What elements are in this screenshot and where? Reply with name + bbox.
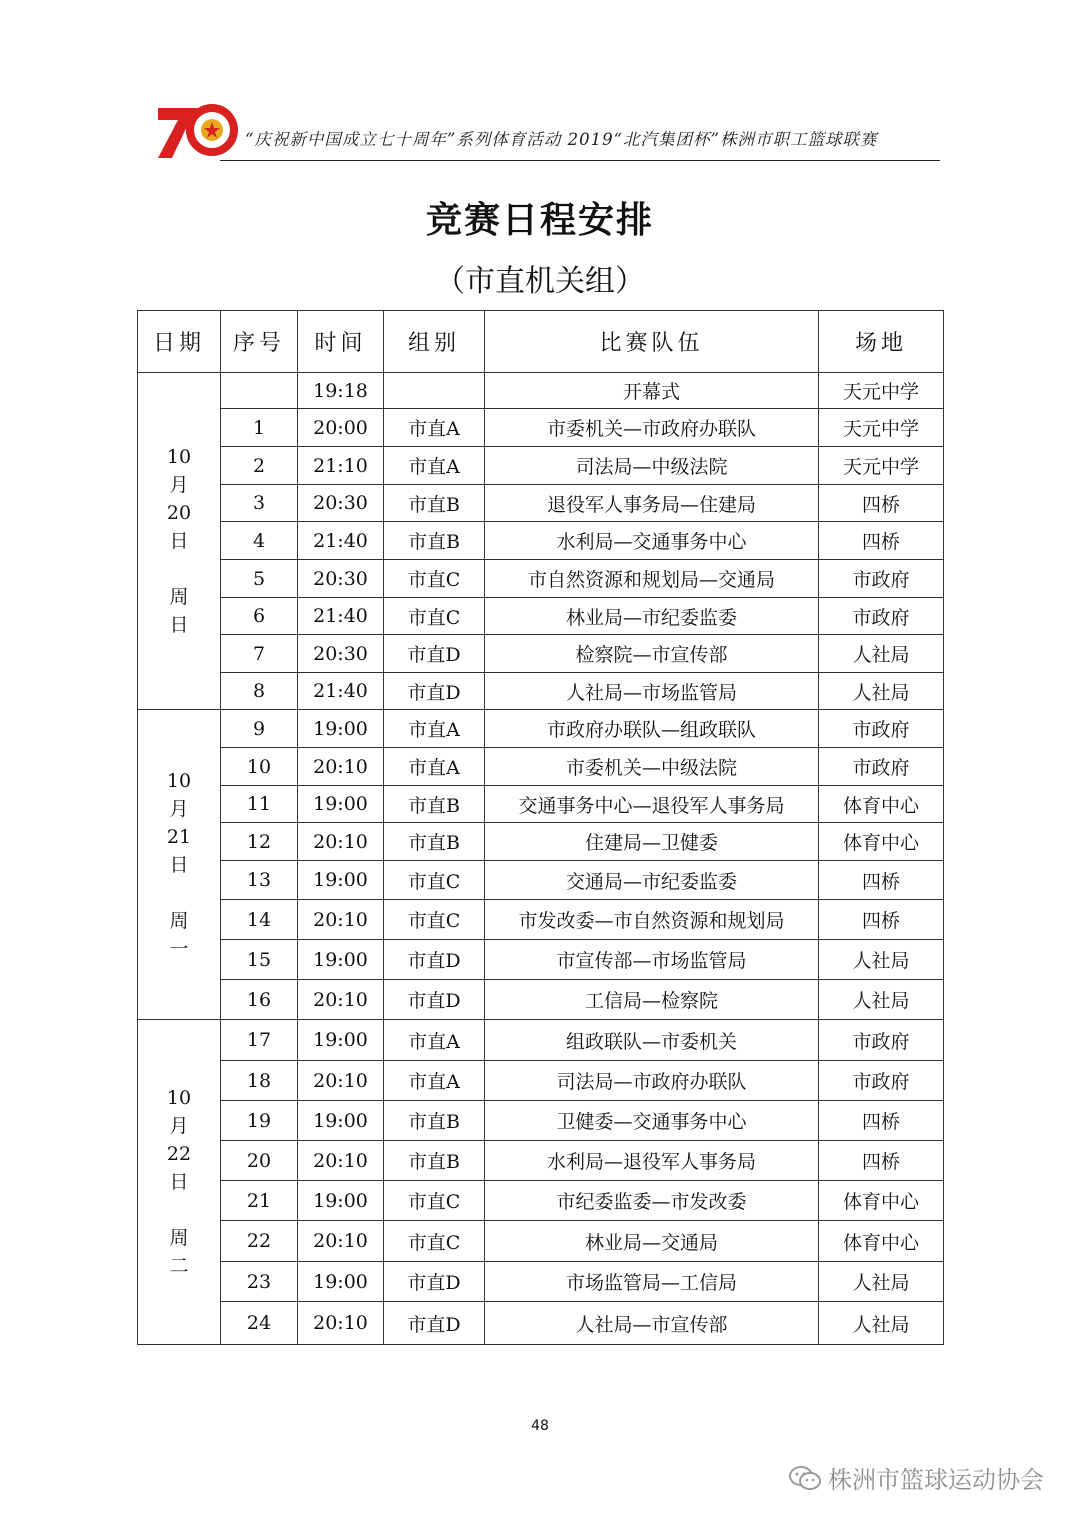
page-subtitle: （市直机关组） <box>435 264 645 299</box>
row-teams: 市委机关—市政府办联队 <box>485 409 819 447</box>
table-row <box>138 1221 944 1262</box>
row-venue: 市政府 <box>819 748 944 786</box>
row-teams: 交通事务中心—退役军人事务局 <box>485 786 819 823</box>
row-number: 17 <box>221 1020 298 1061</box>
table-row <box>138 409 944 447</box>
row-group: 市直B <box>384 485 485 522</box>
row-time: 19:00 <box>298 861 384 900</box>
table-row <box>138 485 944 522</box>
row-venue: 人社局 <box>819 980 944 1020</box>
column-header-date: 日期 <box>138 311 221 373</box>
row-time: 20:30 <box>298 485 384 522</box>
date-spacer <box>138 555 220 583</box>
date-cell <box>138 373 221 710</box>
row-number <box>221 373 298 409</box>
page-title: 竞赛日程安排 <box>425 200 654 241</box>
row-venue: 体育中心 <box>819 823 944 861</box>
table-row <box>138 522 944 560</box>
date-day-unit: 日 <box>169 530 189 552</box>
row-group: 市直B <box>384 1101 485 1141</box>
row-time: 20:10 <box>298 1061 384 1101</box>
weekday-name: 二 <box>169 1255 189 1277</box>
header-text: “庆祝新中国成立七十周年”系列体育活动 2019“北汽集团杯”株洲市职工篮球联赛 <box>245 130 878 149</box>
weekday-prefix: 周 <box>169 1227 189 1249</box>
row-venue: 体育中心 <box>819 786 944 823</box>
row-group: 市直A <box>384 447 485 485</box>
table-row <box>138 1262 944 1302</box>
row-time: 20:10 <box>298 980 384 1020</box>
row-time: 20:30 <box>298 635 384 673</box>
table-header-row <box>138 311 944 373</box>
row-time: 19:00 <box>298 1262 384 1302</box>
row-group: 市直D <box>384 635 485 673</box>
row-group <box>384 373 485 409</box>
row-time: 20:10 <box>298 900 384 940</box>
row-venue: 人社局 <box>819 635 944 673</box>
date-month: 10 <box>166 769 192 792</box>
watermark <box>788 1460 1044 1495</box>
row-number: 18 <box>221 1061 298 1101</box>
row-teams: 市自然资源和规划局—交通局 <box>485 560 819 598</box>
weekday-name: 日 <box>169 614 189 636</box>
row-number: 6 <box>221 598 298 635</box>
row-time: 19:00 <box>298 940 384 980</box>
row-teams: 司法局—中级法院 <box>485 447 819 485</box>
anniversary-70-logo <box>150 100 240 162</box>
date-month-unit: 月 <box>169 1115 189 1137</box>
row-time: 19:00 <box>298 1181 384 1221</box>
row-number: 19 <box>221 1101 298 1141</box>
row-group: 市直D <box>384 940 485 980</box>
row-group: 市直A <box>384 1061 485 1101</box>
row-number: 7 <box>221 635 298 673</box>
weekday-prefix: 周 <box>169 586 189 608</box>
row-venue: 四桥 <box>819 1101 944 1141</box>
date-cell <box>138 710 221 1020</box>
table-row <box>138 373 944 409</box>
row-group: 市直C <box>384 560 485 598</box>
row-teams: 住建局—卫健委 <box>485 823 819 861</box>
row-number: 20 <box>221 1141 298 1181</box>
row-number: 21 <box>221 1181 298 1221</box>
row-time: 21:40 <box>298 522 384 560</box>
row-time: 19:00 <box>298 1020 384 1061</box>
column-header-time: 时间 <box>298 311 384 373</box>
row-venue: 体育中心 <box>819 1181 944 1221</box>
row-teams: 市政府办联队—组政联队 <box>485 710 819 748</box>
row-teams: 开幕式 <box>485 373 819 409</box>
row-venue: 天元中学 <box>819 409 944 447</box>
row-teams: 组政联队—市委机关 <box>485 1020 819 1061</box>
row-teams: 林业局—市纪委监委 <box>485 598 819 635</box>
row-venue: 天元中学 <box>819 373 944 409</box>
table-row <box>138 786 944 823</box>
column-header-number: 序号 <box>221 311 298 373</box>
date-cell <box>138 1020 221 1345</box>
row-time: 21:40 <box>298 598 384 635</box>
row-venue: 人社局 <box>819 673 944 710</box>
row-teams: 交通局—市纪委监委 <box>485 861 819 900</box>
row-group: 市直C <box>384 900 485 940</box>
row-number: 22 <box>221 1221 298 1262</box>
row-group: 市直A <box>384 710 485 748</box>
row-group: 市直C <box>384 861 485 900</box>
row-teams: 人社局—市场监管局 <box>485 673 819 710</box>
row-venue: 体育中心 <box>819 1221 944 1262</box>
row-number: 5 <box>221 560 298 598</box>
row-group: 市直B <box>384 522 485 560</box>
row-venue: 天元中学 <box>819 447 944 485</box>
row-venue: 四桥 <box>819 1141 944 1181</box>
date-day-unit: 日 <box>169 853 189 876</box>
table-row <box>138 823 944 861</box>
row-group: 市直D <box>384 1262 485 1302</box>
row-group: 市直C <box>384 598 485 635</box>
watermark-text: 株洲市篮球运动协会 <box>828 1466 1044 1494</box>
row-venue: 市政府 <box>819 1020 944 1061</box>
table-row <box>138 1101 944 1141</box>
row-group: 市直D <box>384 980 485 1020</box>
row-number: 13 <box>221 861 298 900</box>
row-group: 市直B <box>384 1141 485 1181</box>
date-month: 10 <box>166 1087 192 1109</box>
row-time: 20:10 <box>298 1302 384 1345</box>
row-venue: 人社局 <box>819 1262 944 1302</box>
row-number: 8 <box>221 673 298 710</box>
row-venue: 市政府 <box>819 1061 944 1101</box>
row-number: 3 <box>221 485 298 522</box>
row-group: 市直A <box>384 409 485 447</box>
row-teams: 市委机关—中级法院 <box>485 748 819 786</box>
row-venue: 市政府 <box>819 598 944 635</box>
row-venue: 市政府 <box>819 710 944 748</box>
row-group: 市直D <box>384 1302 485 1345</box>
table-row <box>138 1181 944 1221</box>
row-time: 21:40 <box>298 673 384 710</box>
table-row <box>138 710 944 748</box>
date-month-unit: 月 <box>169 474 189 496</box>
row-venue: 市政府 <box>819 560 944 598</box>
date-month: 10 <box>166 446 192 468</box>
row-number: 1 <box>221 409 298 447</box>
row-time: 21:10 <box>298 447 384 485</box>
row-number: 12 <box>221 823 298 861</box>
row-number: 23 <box>221 1262 298 1302</box>
page-header <box>150 100 940 162</box>
date-day-unit: 日 <box>169 1171 189 1193</box>
table-row <box>138 1061 944 1101</box>
row-venue: 人社局 <box>819 940 944 980</box>
row-teams: 工信局—检察院 <box>485 980 819 1020</box>
row-number: 14 <box>221 900 298 940</box>
row-number: 4 <box>221 522 298 560</box>
date-day: 20 <box>166 502 192 524</box>
row-number: 2 <box>221 447 298 485</box>
weekday-name: 一 <box>169 937 189 960</box>
row-group: 市直C <box>384 1181 485 1221</box>
table-row <box>138 447 944 485</box>
row-venue: 四桥 <box>819 485 944 522</box>
wechat-icon <box>788 1464 822 1492</box>
row-teams: 市场监管局—工信局 <box>485 1262 819 1302</box>
row-time: 19:18 <box>298 373 384 409</box>
table-row <box>138 673 944 710</box>
row-group: 市直A <box>384 1020 485 1061</box>
row-venue: 四桥 <box>819 522 944 560</box>
row-number: 9 <box>221 710 298 748</box>
column-header-teams: 比赛队伍 <box>485 311 819 373</box>
row-time: 20:10 <box>298 1141 384 1181</box>
table-row <box>138 1141 944 1181</box>
row-group: 市直C <box>384 1221 485 1262</box>
row-time: 19:00 <box>298 710 384 748</box>
weekday-prefix: 周 <box>169 909 189 932</box>
table-row <box>138 1302 944 1345</box>
table-row <box>138 560 944 598</box>
row-time: 20:10 <box>298 1221 384 1262</box>
date-spacer <box>138 1196 220 1224</box>
table-row <box>138 900 944 940</box>
date-month-unit: 月 <box>169 797 189 820</box>
schedule-table <box>137 310 944 1345</box>
row-teams: 卫健委—交通事务中心 <box>485 1101 819 1141</box>
row-venue: 人社局 <box>819 1302 944 1345</box>
table-row <box>138 861 944 900</box>
row-time: 20:30 <box>298 560 384 598</box>
row-group: 市直A <box>384 748 485 786</box>
row-group: 市直B <box>384 786 485 823</box>
table-row <box>138 1020 944 1061</box>
row-teams: 退役军人事务局—住建局 <box>485 485 819 522</box>
row-number: 11 <box>221 786 298 823</box>
column-header-group: 组别 <box>384 311 485 373</box>
column-header-venue: 场地 <box>819 311 944 373</box>
row-venue: 四桥 <box>819 861 944 900</box>
page-number: 48 <box>531 1418 549 1434</box>
row-teams: 市发改委—市自然资源和规划局 <box>485 900 819 940</box>
date-spacer <box>138 879 220 907</box>
row-time: 20:00 <box>298 409 384 447</box>
row-group: 市直B <box>384 823 485 861</box>
row-teams: 检察院—市宣传部 <box>485 635 819 673</box>
header-rule <box>220 160 940 161</box>
row-number: 24 <box>221 1302 298 1345</box>
row-time: 19:00 <box>298 786 384 823</box>
row-time: 20:10 <box>298 748 384 786</box>
row-number: 10 <box>221 748 298 786</box>
date-day: 21 <box>166 825 192 848</box>
row-group: 市直D <box>384 673 485 710</box>
table-row <box>138 598 944 635</box>
row-teams: 水利局—退役军人事务局 <box>485 1141 819 1181</box>
row-time: 19:00 <box>298 1101 384 1141</box>
table-row <box>138 980 944 1020</box>
row-teams: 市纪委监委—市发改委 <box>485 1181 819 1221</box>
row-number: 15 <box>221 940 298 980</box>
table-row <box>138 940 944 980</box>
row-time: 20:10 <box>298 823 384 861</box>
table-row <box>138 748 944 786</box>
date-day: 22 <box>166 1143 192 1165</box>
row-teams: 人社局—市宣传部 <box>485 1302 819 1345</box>
table-row <box>138 635 944 673</box>
schedule-body <box>138 373 944 1345</box>
row-venue: 四桥 <box>819 900 944 940</box>
row-teams: 市宣传部—市场监管局 <box>485 940 819 980</box>
row-teams: 司法局—市政府办联队 <box>485 1061 819 1101</box>
row-teams: 水利局—交通事务中心 <box>485 522 819 560</box>
row-number: 16 <box>221 980 298 1020</box>
row-teams: 林业局—交通局 <box>485 1221 819 1262</box>
